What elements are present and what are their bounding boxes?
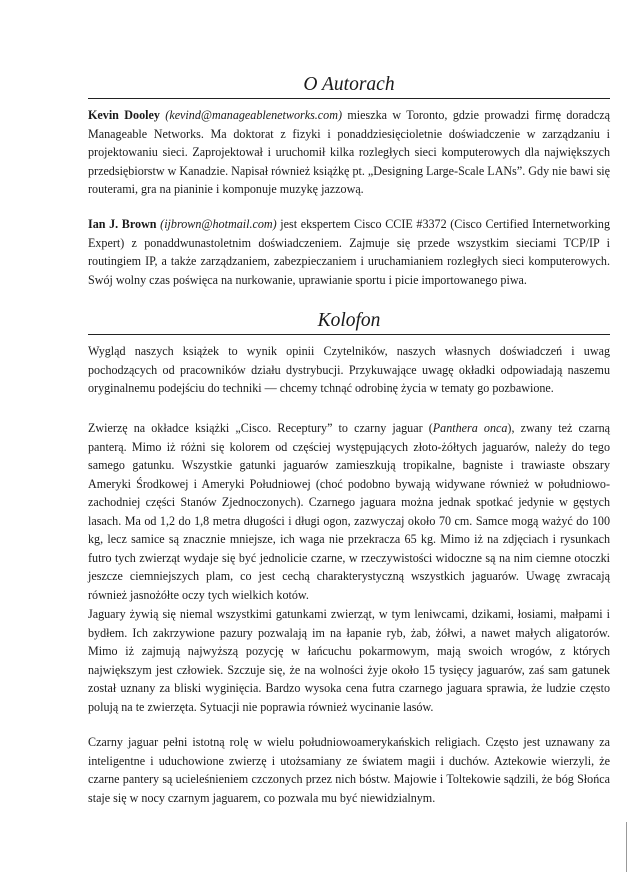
colophon-heading-rule bbox=[88, 334, 610, 335]
ian-bio-text: jest ekspertem Cisco CCIE #3372 (Cisco Certified Internetworking Expert) z ponaddwunastoletnim doświadczeniem. Zajmuje się przede wszystkim sieciami TCP/IP i routingiem IP, a także zarządzaniem, zabezpieczaniem i uruchamianiem rozległych sieci komputerowych. Swój wolny czas poświęca na nurkowanie, uprawianie sportu i picie importowanego piwa. bbox=[88, 217, 610, 287]
page-edge-mark bbox=[626, 822, 627, 872]
author-email-kevin: (kevind@manageablenetworks.com) bbox=[165, 108, 342, 122]
colophon-p2-start: Zwierzę na okładce książki „Cisco. Receptury” to czarny jaguar ( bbox=[88, 421, 433, 435]
colophon-paragraph-3: Jaguary żywią się niemal wszystkimi gatunkami zwierząt, w tym leniwcami, dzikami, łosiami, małpami i bydłem. Ich zakrzywione pazury pozwalają im na łapanie ryb, żab, żółwi, a nawet małych aligatorów. Mimo iż zajmują najwyższą pozycję w łańcuchu pokarmowym, mają swoich wrogów, z których największym jest człowiek. Szczuje się, że na wolności żyje około 15 tysięcy jaguarów, zaś sam gatunek został uznany za bliski wyginięcia. Bardzo wysoka cena futra czarnego jaguara sprawia, że ludzie często polują na te zwierzęta. Sytuacji nie poprawia również wycinanie lasów. bbox=[88, 607, 610, 714]
ian-bio-paragraph bbox=[88, 215, 610, 289]
authors-heading-rule bbox=[88, 98, 610, 99]
colophon-paragraph-4: Czarny jaguar pełni istotną rolę w wielu południowoamerykańskich religiach. Często jest uznawany za inteligentne i uduchowione zwierzę i utożsamiany ze światem magii i duchów. Aztekowie wierzyli, że czarne pantery są ucieleśnieniem czczonych przez nich bóstw. Majowie i Toltekowie sądzili, że bóg Słońca staje się w nocy czarnym jaguarem, co pozwala mu być niewidzialnym. bbox=[88, 735, 610, 805]
author-name-ian: Ian J. Brown bbox=[88, 217, 157, 231]
kevin-bio-paragraph bbox=[88, 106, 610, 199]
authors-heading: O Autorach bbox=[303, 74, 395, 95]
author-name-kevin: Kevin Dooley bbox=[88, 108, 160, 122]
kevin-bio-text: mieszka w Toronto, gdzie prowadzi firmę doradczą Manageable Networks. Ma doktorat z fizyki i ponaddziesięcioletnie doświadczenie w zarządzaniu i projektowaniu sieci. Zaprojektował i uruchomił kilka rozległych sieci komputerowych dla największych przedsiębiorstw w Kanadzie. Napisał również książkę pt. „Designing Large-Scale LANs”. Gdy nie bawi się routerami, gra na pianinie i komponuje muzykę jazzową. bbox=[88, 108, 610, 196]
author-email-ian: (ijbrown@hotmail.com) bbox=[160, 217, 277, 231]
colophon-paragraph-2 bbox=[88, 419, 610, 604]
colophon-paragraph-1: Wygląd naszych książek to wynik opinii Czytelników, naszych własnych doświadczeń i uwag pochodzących od pracowników działu dystrybucji. Przykuwające uwagę okładki odpowiadają naszemu oryginalnemu podejściu do techniki — chcemy tchnąć odrobinę życia w tematy go pozbawione. bbox=[88, 344, 610, 395]
species-latin-name: Panthera onca bbox=[432, 421, 508, 435]
colophon-heading: Kolofon bbox=[317, 310, 381, 331]
colophon-p2-rest: ), zwany też czarną panterą. Mimo iż różni się kolorem od częściej występujących złoto-żółtych jaguarów, należy do tego samego gatunku. Wszystkie gatunki jaguarów zamieszkują tropikalne, bagniste i trawiaste obszary Ameryki Środkowej i Ameryki Południowej (choć podobno bywają widywane również w południowo-zachodniej części Stanów Zjednoczonych). Czarnego jaguara można jednak spotkać jedynie w gęstych lasach. Ma od 1,2 do 1,8 metra długości i długi ogon, zazwyczaj około 70 cm. Samce mogą ważyć do 100 kg, lecz samice są znacznie mniejsze, ich waga nie przekracza 65 kg. Mimo iż na zdjęciach i rysunkach futro tych zwierząt wydaje się być jednolicie czarne, w rzeczywistości widoczne są na nim ciemne otoczki jeszcze ciemniejszych plam, co jest cechą charakterystyczną wszystkich jaguarów. Uwagę zwracają również jasnożółte oczy tych wielkich kotów. bbox=[88, 421, 611, 602]
